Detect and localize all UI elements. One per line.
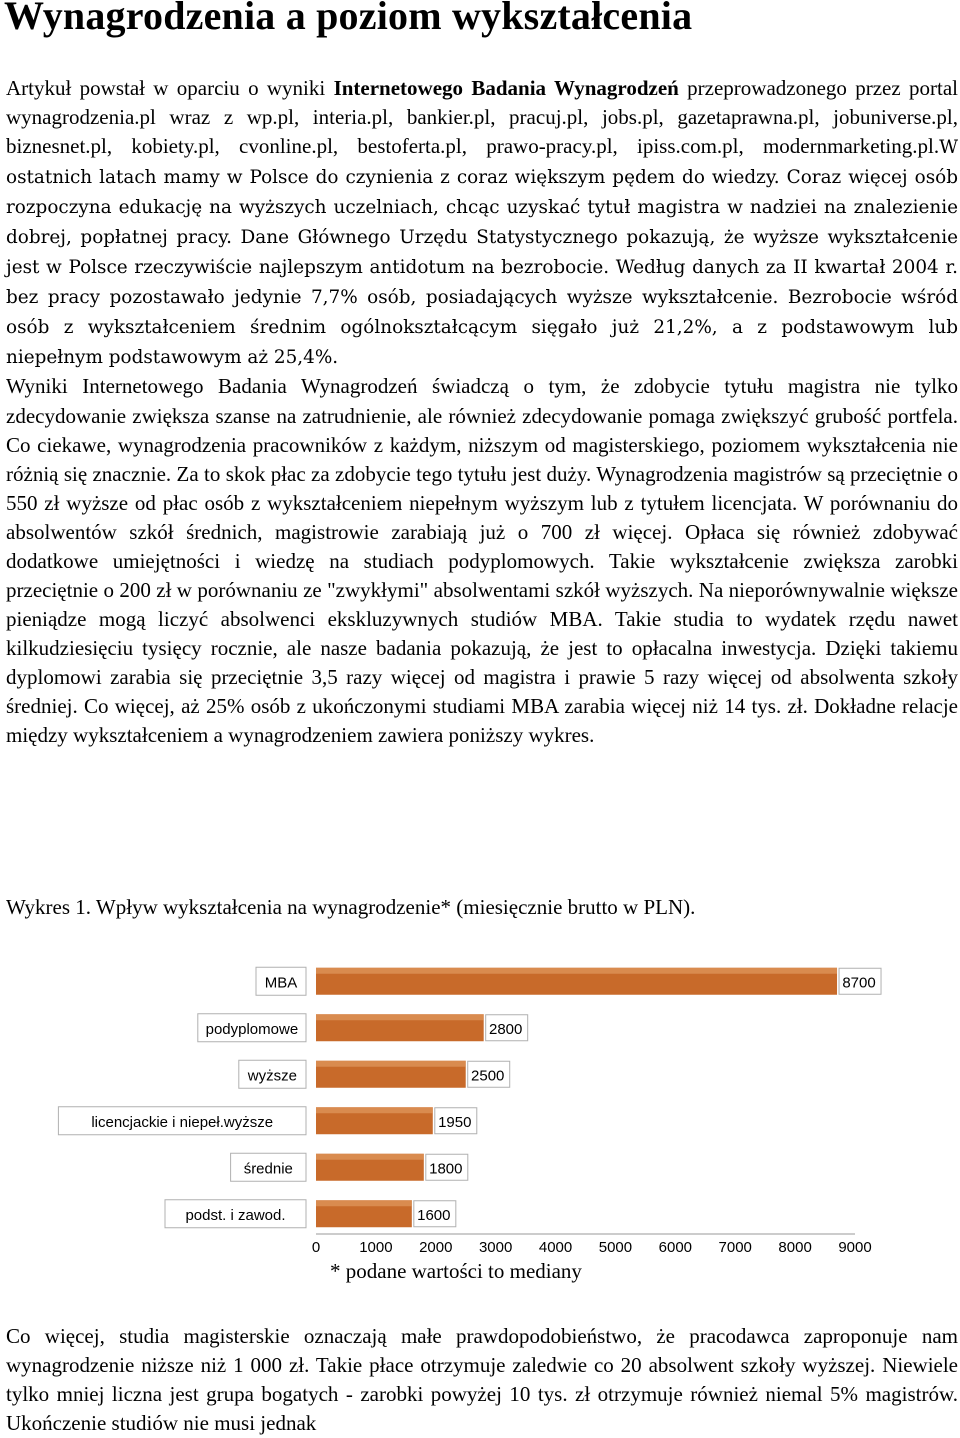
- chart-value-label: 1950: [438, 1113, 472, 1131]
- chart-category-label: licencjackie i niepeł.wyższe: [91, 1113, 274, 1131]
- chart-category-label: średnie: [243, 1160, 293, 1178]
- outro-paragraph: Co więcej, studia magisterskie oznaczają małe prawdopodobieństwo, że pracodawca zaproponuje nam wynagrodzenie niższe niż 1 000 zł. Takie płace otrzymuje zaledwie co 20 absolwent szkoły wyższej. Niewiele tylko mniej liczna jest grupa bogatych - zarobki powyżej 10 tys. zł otrzymuje również niemal 5% magistrów. Ukończenie studiów nie musi jednak: [6, 1324, 958, 1435]
- intro-part4: Wyniki Internetowego Badania Wynagrodzeń świadczą o tym, że zdobycie tytułu magistra nie tylko zdecydowanie zwiększa szanse na zatrudnienie, ale również zdecydowanie pomaga zwiększyć grubość portfela. Co ciekawe, wynagrodzenia pracowników z każdym, niższym od magisterskiego, poziomem wykształcenia nie różnią się znacznie. Za to skok płac za zdobycie tego tytułu jest duży. Wynagrodzenia magistrów są przeciętnie o 550 zł wyższe od płac osób z wykształceniem niepełnym wyższym lub z tytułem licencjata. W porównaniu do absolwentów szkół średnich, magistrowie zarabiają już o 700 zł więcej. Opłaca się również zdobywać dodatkowe umiejętności i wiedzę na studiach podyplomowych. Takie wykształcenie zwiększa zarobki przeciętnie o 200 zł w porównaniu ze "zwykłymi" absolwentami szkół wyższych. Na nieporównywalnie większe pieniądze mogą liczyć absolwenci ekskluzywnych studiów MBA. Takie studia to wydatek rzędu nawet kilkudziesięciu tysięcy rocznie, ale nasze badania pokazują, że jest to opłacalna inwestycja. Dzięki takiemu dyplomowi zarabia się przeciętnie 3,5 razy więcej od magistra i prawie 5 razy więcej od absolwenta szkoły średniej. Co więcej, aż 25% osób z ukończonymi studiami MBA zarabia więcej niż 14 tys. zł. Dokładne relacje między wykształceniem a wynagrodzeniem zawiera poniższy wykres.: [6, 374, 958, 748]
- page-title: Wynagrodzenia a poziom wykształcenia: [4, 0, 693, 38]
- chart-bar-highlight: [316, 1107, 433, 1113]
- chart-category-label: wyższe: [247, 1067, 297, 1085]
- chart-bar-highlight: [316, 1154, 424, 1160]
- chart-value-label: 2800: [489, 1020, 523, 1038]
- intro-paragraph: [6, 74, 958, 750]
- education-salary-chart: [0, 950, 960, 1260]
- intro-part1: Artykuł powstał w oparciu o wyniki: [6, 76, 334, 100]
- chart-x-tick-label: 6000: [658, 1239, 693, 1256]
- chart-category-label: podst. i zawod.: [185, 1206, 286, 1224]
- chart-x-tick-label: 9000: [838, 1239, 872, 1256]
- chart-x-tick-label: 4000: [538, 1239, 573, 1256]
- chart-x-tick-label: 5000: [598, 1239, 633, 1256]
- chart-category-label: podyplomowe: [205, 1020, 299, 1038]
- chart-bar-highlight: [316, 1061, 466, 1067]
- chart-x-tick-label: 8000: [778, 1239, 812, 1256]
- chart-x-tick-label: 2000: [419, 1239, 453, 1256]
- chart-value-label: 1800: [429, 1160, 463, 1178]
- intro-part2: przeprowadzonego przez portal wynagrodzenia.pl wraz z wp.pl, interia.pl, bankier.pl, pracuj.pl, jobs.pl, gazetaprawna.pl, jobuniverse.pl, biznesnet.pl, kobiety.pl, cvonline.pl, bestoferta.pl, prawo-pracy.pl, ipiss.com.pl, modernmarketing.pl.: [6, 76, 959, 159]
- chart-bar-highlight: [316, 1200, 412, 1206]
- chart-value-label: 8700: [842, 974, 876, 992]
- chart-bar-highlight: [316, 1014, 484, 1020]
- chart-bar-highlight: [316, 968, 837, 974]
- chart-value-label: 1600: [417, 1206, 451, 1224]
- chart-x-tick-label: 0: [311, 1239, 321, 1256]
- chart-x-tick-label: 7000: [718, 1239, 752, 1256]
- chart-x-tick-label: 3000: [478, 1239, 513, 1256]
- chart-note: * podane wartości to mediany: [330, 1259, 582, 1283]
- chart-caption: Wykres 1. Wpływ wykształcenia na wynagrodzenie* (miesięcznie brutto w PLN).: [6, 895, 696, 919]
- chart-value-label: 2500: [471, 1067, 505, 1085]
- intro-part3: W ostatnich latach mamy w Polsce do czynienia z coraz większym pędem do wiedzy. Coraz więcej osób rozpoczyna edukację na wyższych uczelniach, chcąc uzyskać tytuł magistra w nadziei na znalezienie dobrej, popłatnej pracy. Dane Głównego Urzędu Statystycznego pokazują, że wyższe wykształcenie jest w Polsce rzeczywiście najlepszym antidotum na bezrobocie. Według danych za II kwartał 2004 r. bez pracy pozostawało jedynie 7,7% osób, posiadających wyższe wykształcenie. Bezrobocie wśród osób z wykształceniem średnim ogólnokształcącym sięgało już 21,2%, a z podstawowym lub niepełnym podstawowym aż 25,4%.: [6, 137, 958, 369]
- chart-category-label: MBA: [264, 974, 298, 992]
- intro-bold-source: Internetowego Badania Wynagrodzeń: [333, 76, 679, 100]
- chart-x-tick-label: 1000: [359, 1239, 393, 1256]
